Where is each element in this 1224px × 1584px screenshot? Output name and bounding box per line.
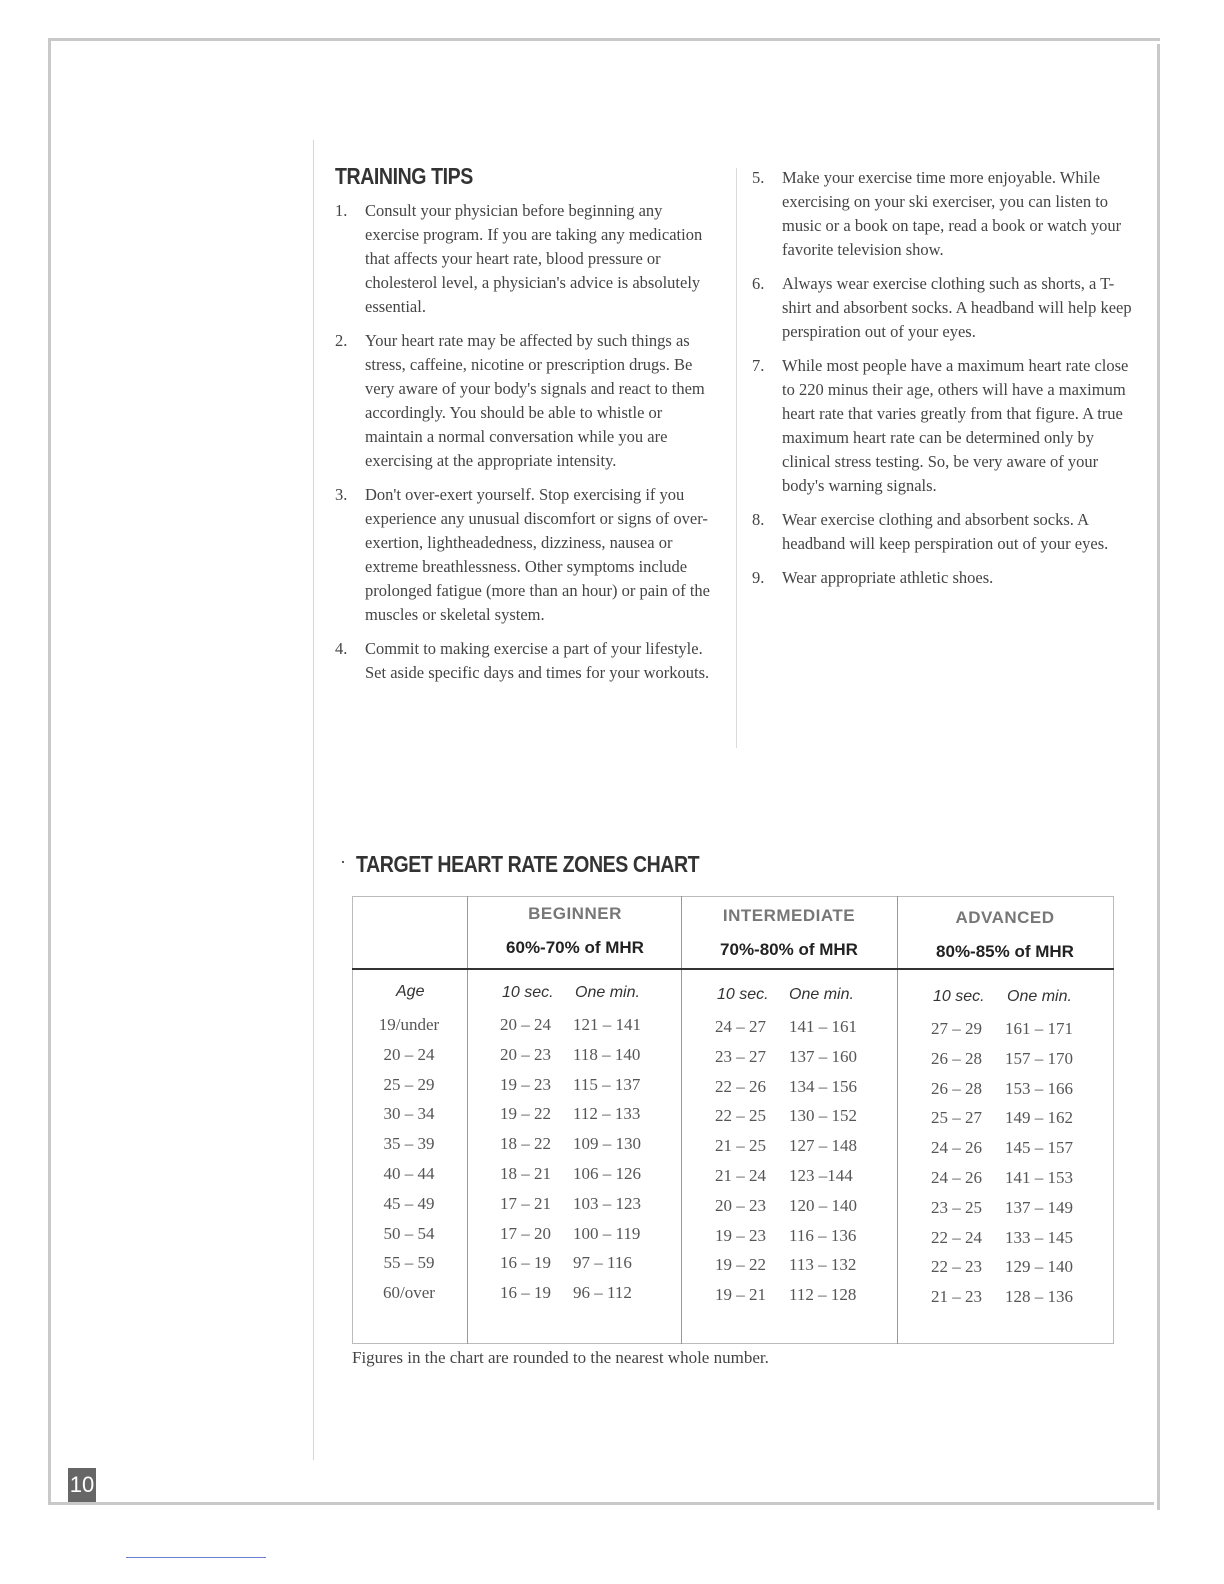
advanced-onemin-cell: 149 – 162 (1005, 1108, 1073, 1127)
intermediate-onemin-cell: 112 – 128 (789, 1285, 857, 1304)
tip-item (752, 272, 1137, 344)
intermediate-10sec-cell: 21 – 25 (715, 1136, 766, 1155)
advanced-10sec-header: 10 sec. (933, 988, 985, 1005)
beginner-onemin-header: One min. (575, 984, 640, 1001)
intermediate-onemin-cell: 141 – 161 (789, 1017, 857, 1036)
tip-item (752, 166, 1137, 262)
table-divider (467, 896, 468, 1344)
page-frame-right (1157, 44, 1160, 1510)
page-frame-bottom (48, 1502, 1154, 1505)
advanced-10sec-cell: 24 – 26 (931, 1168, 982, 1187)
age-cell: 45 – 49 (383, 1194, 435, 1213)
intermediate-10sec-cell: 22 – 26 (715, 1077, 766, 1096)
tip-text: Wear exercise clothing and absorbent socks. A headband will keep perspiration out of your eyes. (782, 510, 1109, 553)
advanced-10sec-cell: 22 – 23 (931, 1257, 982, 1276)
tip-number: 3. (335, 485, 348, 504)
intermediate-10sec-header: 10 sec. (717, 986, 769, 1003)
training-tips-heading: TRAINING TIPS (335, 163, 473, 189)
chart-heading: TARGET HEART RATE ZONES CHART (356, 851, 700, 877)
tip-number: 6. (752, 274, 765, 293)
level-title-beginner: BEGINNER (528, 904, 622, 923)
beginner-10sec-cell: 20 – 23 (500, 1045, 551, 1064)
intermediate-10sec-cell: 19 – 21 (715, 1285, 766, 1304)
tips-list-right (752, 166, 1137, 600)
intermediate-onemin-cell: 120 – 140 (789, 1196, 857, 1215)
age-cell: 60/over (383, 1283, 435, 1302)
level-title-intermediate: INTERMEDIATE (722, 906, 856, 925)
level-range-intermediate: 70%-80% of MHR (720, 940, 858, 959)
intermediate-onemin-header: One min. (789, 986, 854, 1003)
intermediate-onemin-cell: 113 – 132 (789, 1255, 857, 1274)
tip-number: 2. (335, 331, 348, 350)
beginner-onemin-cell: 96 – 112 (573, 1283, 632, 1302)
beginner-onemin-cell: 109 – 130 (573, 1134, 641, 1153)
advanced-onemin-cell: 141 – 153 (1005, 1168, 1073, 1187)
age-cell: 25 – 29 (383, 1075, 435, 1094)
beginner-10sec-cell: 18 – 21 (500, 1164, 551, 1183)
intermediate-onemin-cell: 123 –144 (789, 1166, 853, 1185)
age-cell: 30 – 34 (383, 1104, 435, 1123)
advanced-10sec-cell: 26 – 28 (931, 1079, 982, 1098)
advanced-onemin-cell: 128 – 136 (1005, 1287, 1073, 1306)
tip-number: 8. (752, 510, 765, 529)
advanced-onemin-cell: 129 – 140 (1005, 1257, 1073, 1276)
beginner-onemin-cell: 97 – 116 (573, 1253, 632, 1272)
chart-footnote: Figures in the chart are rounded to the nearest whole number. (352, 1348, 769, 1367)
advanced-10sec-cell: 21 – 23 (931, 1287, 982, 1306)
tip-text: Your heart rate may be affected by such things as stress, caffeine, nicotine or prescription drugs. Be very aware of your body's signals and react to them accordingly. You should be able to whistle or maintain a normal conversation while you are exercising at the appropriate intensity. (365, 331, 705, 470)
beginner-10sec-cell: 16 – 19 (500, 1283, 551, 1302)
table-divider (681, 896, 682, 1344)
advanced-onemin-cell: 161 – 171 (1005, 1019, 1073, 1038)
tip-item (335, 329, 720, 473)
beginner-10sec-cell: 20 – 24 (500, 1015, 551, 1034)
advanced-10sec-cell: 25 – 27 (931, 1108, 982, 1127)
table-divider (897, 896, 898, 1344)
beginner-onemin-cell: 100 – 119 (573, 1224, 641, 1243)
tip-text: Always wear exercise clothing such as shorts, a T-shirt and absorbent socks. A headband will help keep perspiration out of your eyes. (782, 274, 1132, 341)
intermediate-10sec-cell: 19 – 22 (715, 1255, 766, 1274)
tip-number: 5. (752, 168, 765, 187)
advanced-onemin-cell: 153 – 166 (1005, 1079, 1073, 1098)
tip-text: Wear appropriate athletic shoes. (782, 568, 994, 587)
beginner-10sec-cell: 19 – 22 (500, 1104, 551, 1123)
tip-text: Make your exercise time more enjoyable. While exercising on your ski exerciser, you can listen to music or a book on tape, read a book or watch your favorite television show. (782, 168, 1122, 259)
age-cell: 35 – 39 (383, 1134, 435, 1153)
age-header: Age (396, 983, 425, 1000)
beginner-10sec-cell: 18 – 22 (500, 1134, 551, 1153)
advanced-10sec-cell: 22 – 24 (931, 1228, 982, 1247)
intermediate-10sec-cell: 23 – 27 (715, 1047, 766, 1066)
advanced-onemin-cell: 145 – 157 (1005, 1138, 1073, 1157)
advanced-onemin-cell: 157 – 170 (1005, 1049, 1073, 1068)
beginner-onemin-cell: 112 – 133 (573, 1104, 641, 1123)
age-cell: 20 – 24 (383, 1045, 435, 1064)
tip-number: 1. (335, 201, 348, 220)
chart-bullet: · (340, 852, 346, 872)
beginner-10sec-cell: 17 – 20 (500, 1224, 551, 1243)
page-frame-top (48, 38, 1160, 41)
table-header-rule (352, 968, 1114, 970)
level-title-advanced: ADVANCED (955, 908, 1055, 927)
beginner-onemin-cell: 106 – 126 (573, 1164, 641, 1183)
age-cell: 55 – 59 (383, 1253, 435, 1272)
tip-text: While most people have a maximum heart rate close to 220 minus their age, others will have a maximum heart rate that varies greatly from that figure. A true maximum heart rate can be determined only by clinical stress testing. So, be very aware of your body's warning signals. (782, 356, 1129, 495)
tip-number: 7. (752, 356, 765, 375)
tip-text: Don't over-exert yourself. Stop exercising if you experience any unusual discomfort or signs of over-exertion, lightheadedness, dizziness, nausea or extreme breathlessness. Other symptoms include prolonged fatigue (more than an hour) or pain of the muscles or skeletal system. (365, 485, 711, 624)
intermediate-10sec-cell: 22 – 25 (715, 1106, 766, 1125)
bottom-underline (126, 1557, 266, 1558)
beginner-10sec-cell: 17 – 21 (500, 1194, 551, 1213)
tip-item (335, 199, 720, 319)
age-cell: 50 – 54 (383, 1224, 435, 1243)
tip-number: 4. (335, 639, 348, 658)
column-rule (736, 168, 737, 748)
beginner-onemin-cell: 115 – 137 (573, 1075, 641, 1094)
tip-item (335, 483, 720, 627)
beginner-onemin-cell: 121 – 141 (573, 1015, 641, 1034)
intermediate-10sec-cell: 20 – 23 (715, 1196, 766, 1215)
advanced-10sec-cell: 27 – 29 (931, 1019, 982, 1038)
intermediate-onemin-cell: 127 – 148 (789, 1136, 857, 1155)
advanced-onemin-cell: 133 – 145 (1005, 1228, 1073, 1247)
beginner-10sec-header: 10 sec. (502, 984, 554, 1001)
beginner-10sec-cell: 19 – 23 (500, 1075, 551, 1094)
tip-number: 9. (752, 568, 765, 587)
advanced-10sec-cell: 26 – 28 (931, 1049, 982, 1068)
intermediate-10sec-cell: 21 – 24 (715, 1166, 766, 1185)
tips-list-left (335, 199, 720, 695)
beginner-onemin-cell: 118 – 140 (573, 1045, 641, 1064)
intermediate-onemin-cell: 130 – 152 (789, 1106, 857, 1125)
tip-item (752, 508, 1137, 556)
advanced-10sec-cell: 23 – 25 (931, 1198, 982, 1217)
advanced-10sec-cell: 24 – 26 (931, 1138, 982, 1157)
level-range-beginner: 60%-70% of MHR (506, 938, 644, 957)
tip-item (752, 566, 1137, 590)
age-cell: 19/under (378, 1015, 440, 1034)
tip-text: Commit to making exercise a part of your lifestyle. Set aside specific days and times for your workouts. (365, 639, 710, 682)
page-frame-left (48, 38, 51, 1502)
intermediate-onemin-cell: 134 – 156 (789, 1077, 857, 1096)
margin-rule (313, 140, 314, 1460)
age-cell: 40 – 44 (383, 1164, 435, 1183)
advanced-onemin-header: One min. (1007, 988, 1072, 1005)
intermediate-10sec-cell: 19 – 23 (715, 1226, 766, 1245)
beginner-onemin-cell: 103 – 123 (573, 1194, 641, 1213)
intermediate-onemin-cell: 116 – 136 (789, 1226, 857, 1245)
intermediate-10sec-cell: 24 – 27 (715, 1017, 766, 1036)
tip-text: Consult your physician before beginning any exercise program. If you are taking any medication that affects your heart rate, blood pressure or cholesterol level, a physician's advice is absolutely essential. (365, 201, 703, 316)
level-range-advanced: 80%-85% of MHR (936, 942, 1074, 961)
intermediate-onemin-cell: 137 – 160 (789, 1047, 857, 1066)
page-number: 10 (68, 1468, 96, 1502)
beginner-10sec-cell: 16 – 19 (500, 1253, 551, 1272)
tip-item (335, 637, 720, 685)
tip-item (752, 354, 1137, 498)
advanced-onemin-cell: 137 – 149 (1005, 1198, 1073, 1217)
